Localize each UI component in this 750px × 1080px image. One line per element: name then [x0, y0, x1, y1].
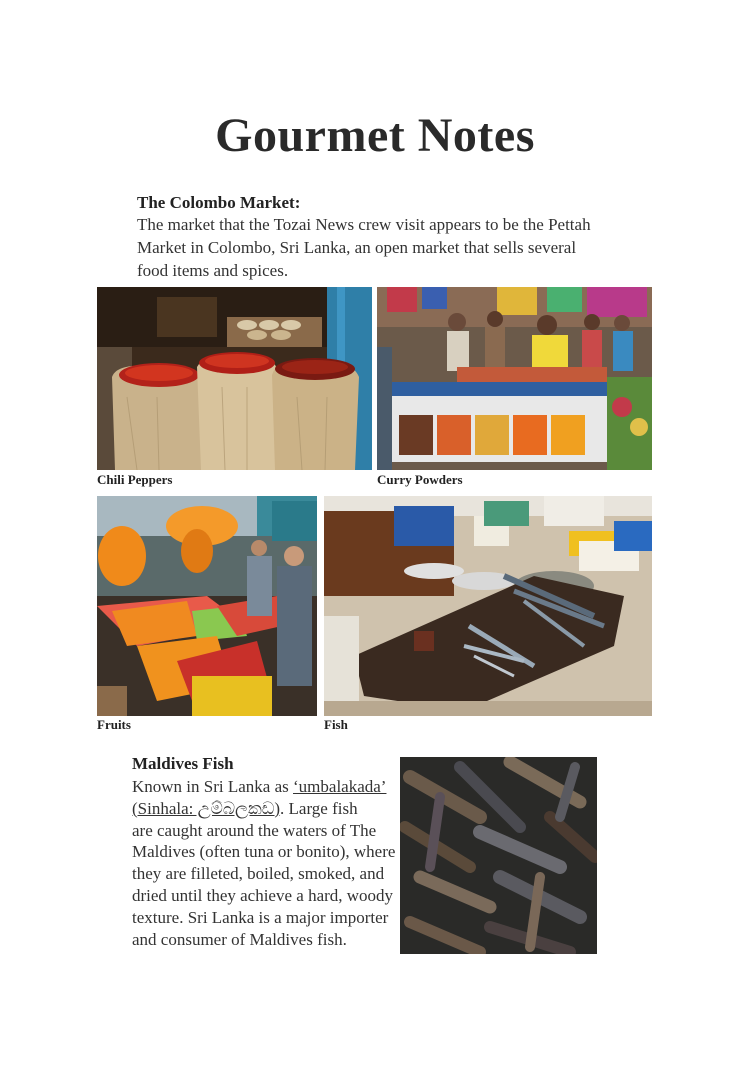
- intro-line: Market in Colombo, Sri Lanka, an open market that sells several: [137, 238, 577, 257]
- maldives-line: are caught around the waters of The: [132, 820, 377, 840]
- intro-line: food items and spices.: [137, 261, 289, 280]
- fish-caption: Fish: [324, 717, 348, 732]
- maldives-line: [132, 776, 400, 798]
- page-title: Gourmet Notes: [215, 109, 535, 162]
- chili-peppers-photo: [97, 287, 372, 470]
- maldives-line: and consumer of Maldives fish.: [132, 929, 347, 949]
- maldives-line: Maldives (often tuna or bonito), where: [132, 842, 396, 862]
- sinhala-link[interactable]: (Sinhala: උම්බලකඩ): [132, 798, 281, 818]
- maldives-line: dried until they achieve a hard, woody: [132, 885, 394, 905]
- maldives-line: they are filleted, boiled, smoked, and: [132, 864, 385, 884]
- maldives-fish-section: [132, 753, 400, 950]
- maldives-line: texture. Sri Lanka is a major importer: [132, 907, 389, 927]
- intro-body: [137, 213, 617, 282]
- maldives-fish-photo: [400, 757, 597, 954]
- fish-photo: [324, 496, 652, 716]
- intro-line: The market that the Tozai News crew visit appears to be the Pettah: [137, 215, 591, 234]
- curry-powders-photo: [377, 287, 652, 470]
- text-span: Known in Sri Lanka as: [132, 777, 294, 796]
- chili-peppers-caption: Chili Peppers: [97, 472, 173, 487]
- fruits-photo: [97, 496, 317, 716]
- intro-section: [137, 192, 617, 282]
- curry-powders-caption: Curry Powders: [377, 472, 463, 487]
- maldives-heading: Maldives Fish: [132, 754, 234, 773]
- umbalakada-link[interactable]: ‘umbalakada’: [293, 777, 387, 796]
- text-span: . Large fish: [280, 798, 358, 818]
- intro-heading: The Colombo Market:: [137, 193, 301, 212]
- maldives-body: [132, 776, 400, 950]
- fruits-caption: Fruits: [97, 717, 131, 732]
- maldives-line: [132, 798, 400, 820]
